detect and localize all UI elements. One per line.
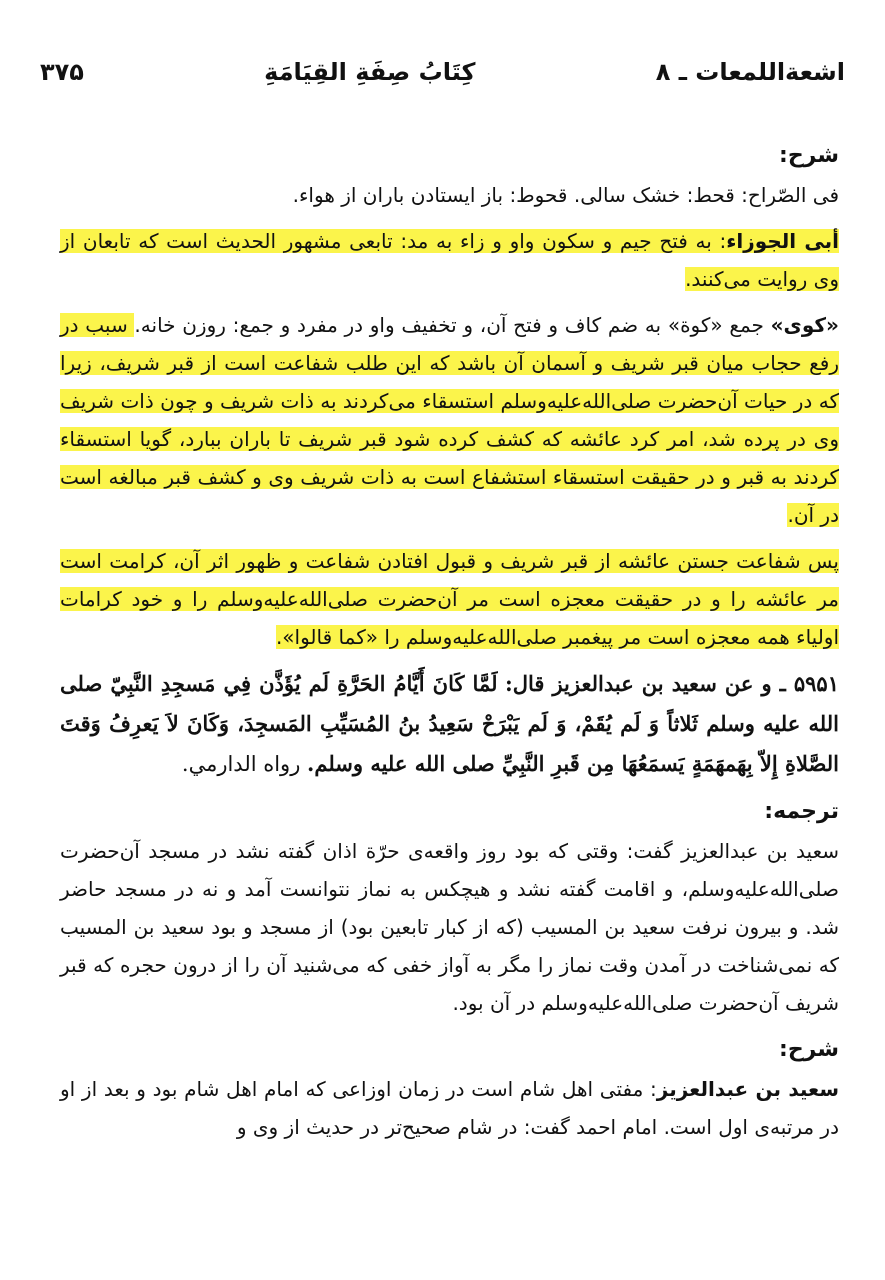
highlighted-karamat: پس شفاعت جستن عائشه از قبر شریف و قبول افتادن شفاعت و ظهور اثر آن، کرامت است مر عائشه را و در حقیقت معجزه است مر آن‌حضرت صلی‌الله‌علیه‌وسلم را و خود کرامات اولیاء همه معجزه است مر پیغمبر صلی‌الله‌علیه‌وسلم را «کما قالوا». [60,549,839,649]
hadith-source: رواه الدارمي. [181,752,301,776]
section-heading-sharh: شرح: [779,143,839,168]
hadith-intro: ۵۹۵۱ ـ و عن سعيد بن عبدالعزيز قال: [504,671,839,696]
running-title: اشعة‌اللمعات ـ ۸ [655,58,845,86]
section-heading-sharh-2: شرح: [779,1037,839,1062]
paragraph-sorah: فی الصّراح: قحط: خشک سالی. قحوط: باز ایستادن باران از هواء. [292,183,839,207]
translation-paragraph: سعید بن عبدالعزیز گفت: وقتی که بود روز واقعه‌ی حرّة اذان گفته نشد در مسجد آن‌حضرت صلی‌الله‌علیه‌وسلم، و اقامت گفته نشد و هیچکس به نماز نتوانست آمد و نه در مسجد حاضر شد. و بیرون نرفت سعید بن المسیب (که از کبار تابعین بود) از مسجد و بود سعید بن المسیب که نمی‌شناخت در آمدن وقت نماز را مگر به آواز خفی که می‌شنید آن را از درون حجره که قبر شریف آن‌حضرت صلی‌الله‌علیه‌وسلم در آن بود. [60,839,839,1015]
highlighted-explanation: سبب در رفع حجاب میان قبر شریف و آسمان آن باشد که این طلب شفاعت است از قبر شریف، زیرا که در حیات آن‌حضرت صلی‌الله‌علیه‌وسلم استسقاء می‌کردند به ذات شریف و چون ذات شریف وی در پرده شد، امر کرد عائشه که کشف کرده شود قبر شریف تا باران ببارد، گویا استسقاء کردند به قبر و در حقیقت استسقاء استشفاع است به ذات شریف وی و کشف قبر مبالغه است در آن. [60,313,839,527]
page-number: ۳۷۵ [40,58,84,86]
term-said: سعید بن عبدالعزیز [656,1077,839,1101]
term-abi-jawza: أبی الجوزاء [726,229,839,253]
page-header [40,52,845,92]
chapter-title: كِتَابُ صِفَةِ القِيَامَةِ [264,58,476,86]
paragraph-kuwa [60,306,839,534]
definition-said: : مفتی اهل شام است در زمان اوزاعی که امام اهل شام بود و بعد از او در مرتبه‌ی اول است. امام احمد گفت: در شام صحیح‌تر در حدیث از وی و [60,1077,839,1139]
paragraph-abi-jawza [60,222,839,298]
hadith-paragraph [60,664,839,784]
definition-abi-jawza: : به فتح جیم و سکون واو و زاء به مد: تابعی مشهور الحدیث است که تابعان از وی روایت می‌کنند. [60,229,839,291]
page-body [60,136,839,1154]
definition-kuwa: جمع «کوة» به ضم کاف و فتح آن، و تخفیف واو در مفرد و جمع: روزن خانه. [134,313,771,337]
translation-heading: ترجمه: [764,799,839,824]
paragraph-said-bin-abdulaziz [60,1070,839,1146]
hadith-text: لَمَّا كَانَ أَيَّامُ الحَرَّةِ لَم يُؤَذَّن فِي مَسجِدِ النَّبِيّ صلى الله عليه وسلم ثَلاثاً وَ لَم يُقَمْ، وَ لَم يَبْرَحْ سَعِيدُ بنُ المُسَيِّبِ المَسجِدَ، وَكَانَ لاَ يَعرِفُ وَقتَ الصَّلاةِ إِلاّ بِهَمهَمَةٍ يَسمَعُهَا مِن قَبرِ النَّبِيِّ صلى الله عليه وسلم. [60,671,839,776]
highlighted-text [60,229,839,291]
term-kuwa: «کوی» [770,313,839,337]
paragraph-karamat [60,542,839,656]
